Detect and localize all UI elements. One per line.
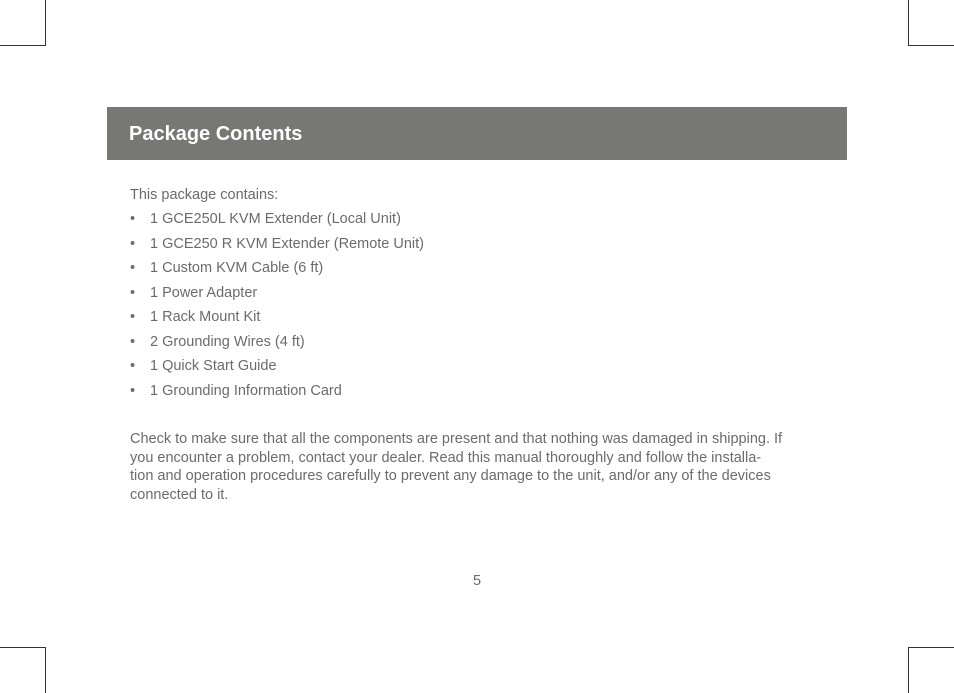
crop-mark-bottom-left [0, 647, 46, 693]
list-item-text: 1 Power Adapter [150, 284, 258, 301]
notice-paragraph [130, 430, 820, 505]
list-item-text: 1 Custom KVM Cable (6 ft) [150, 260, 324, 276]
list-item-text: 2 Grounding Wires (4 ft) [150, 333, 305, 350]
list-item [130, 308, 424, 333]
crop-mark-top-right [908, 0, 954, 46]
bullet-icon: • [130, 284, 136, 301]
crop-mark-bottom-right [908, 647, 954, 693]
list-item [130, 235, 424, 260]
list-item-text: 1 GCE250L KVM Extender (Local Unit) [150, 211, 401, 227]
bullet-icon: • [130, 309, 136, 325]
list-item-text: 1 Quick Start Guide [150, 358, 277, 374]
notice-line: connected to it. [130, 487, 229, 504]
notice-line: you encounter a problem, contact your dealer. Read this manual thoroughly and follow the installa- [130, 449, 762, 466]
section-title: Package Contents [129, 123, 303, 145]
intro-text: This package contains: [130, 187, 279, 203]
list-item-text: 1 GCE250 R KVM Extender (Remote Unit) [150, 235, 424, 252]
bullet-icon: • [130, 358, 136, 374]
page-number: 5 [472, 573, 482, 589]
list-item [130, 382, 424, 407]
list-item [130, 357, 424, 382]
bullet-icon: • [130, 333, 136, 350]
bullet-icon: • [130, 260, 136, 276]
notice-line: Check to make sure that all the components are present and that nothing was damaged in shipping. If [130, 431, 783, 447]
bullet-icon: • [130, 382, 136, 399]
list-item [130, 284, 424, 309]
crop-mark-top-left [0, 0, 46, 46]
list-item-text: 1 Grounding Information Card [150, 382, 342, 399]
list-item [130, 333, 424, 358]
section-header-bar [107, 107, 847, 160]
bullet-icon: • [130, 211, 136, 227]
list-item-text: 1 Rack Mount Kit [150, 309, 261, 325]
notice-line: tion and operation procedures carefully to prevent any damage to the unit, and/or any of the devices [130, 468, 771, 485]
list-item [130, 210, 424, 235]
bullet-icon: • [130, 235, 136, 252]
list-item [130, 259, 424, 284]
package-contents-list [130, 210, 424, 406]
